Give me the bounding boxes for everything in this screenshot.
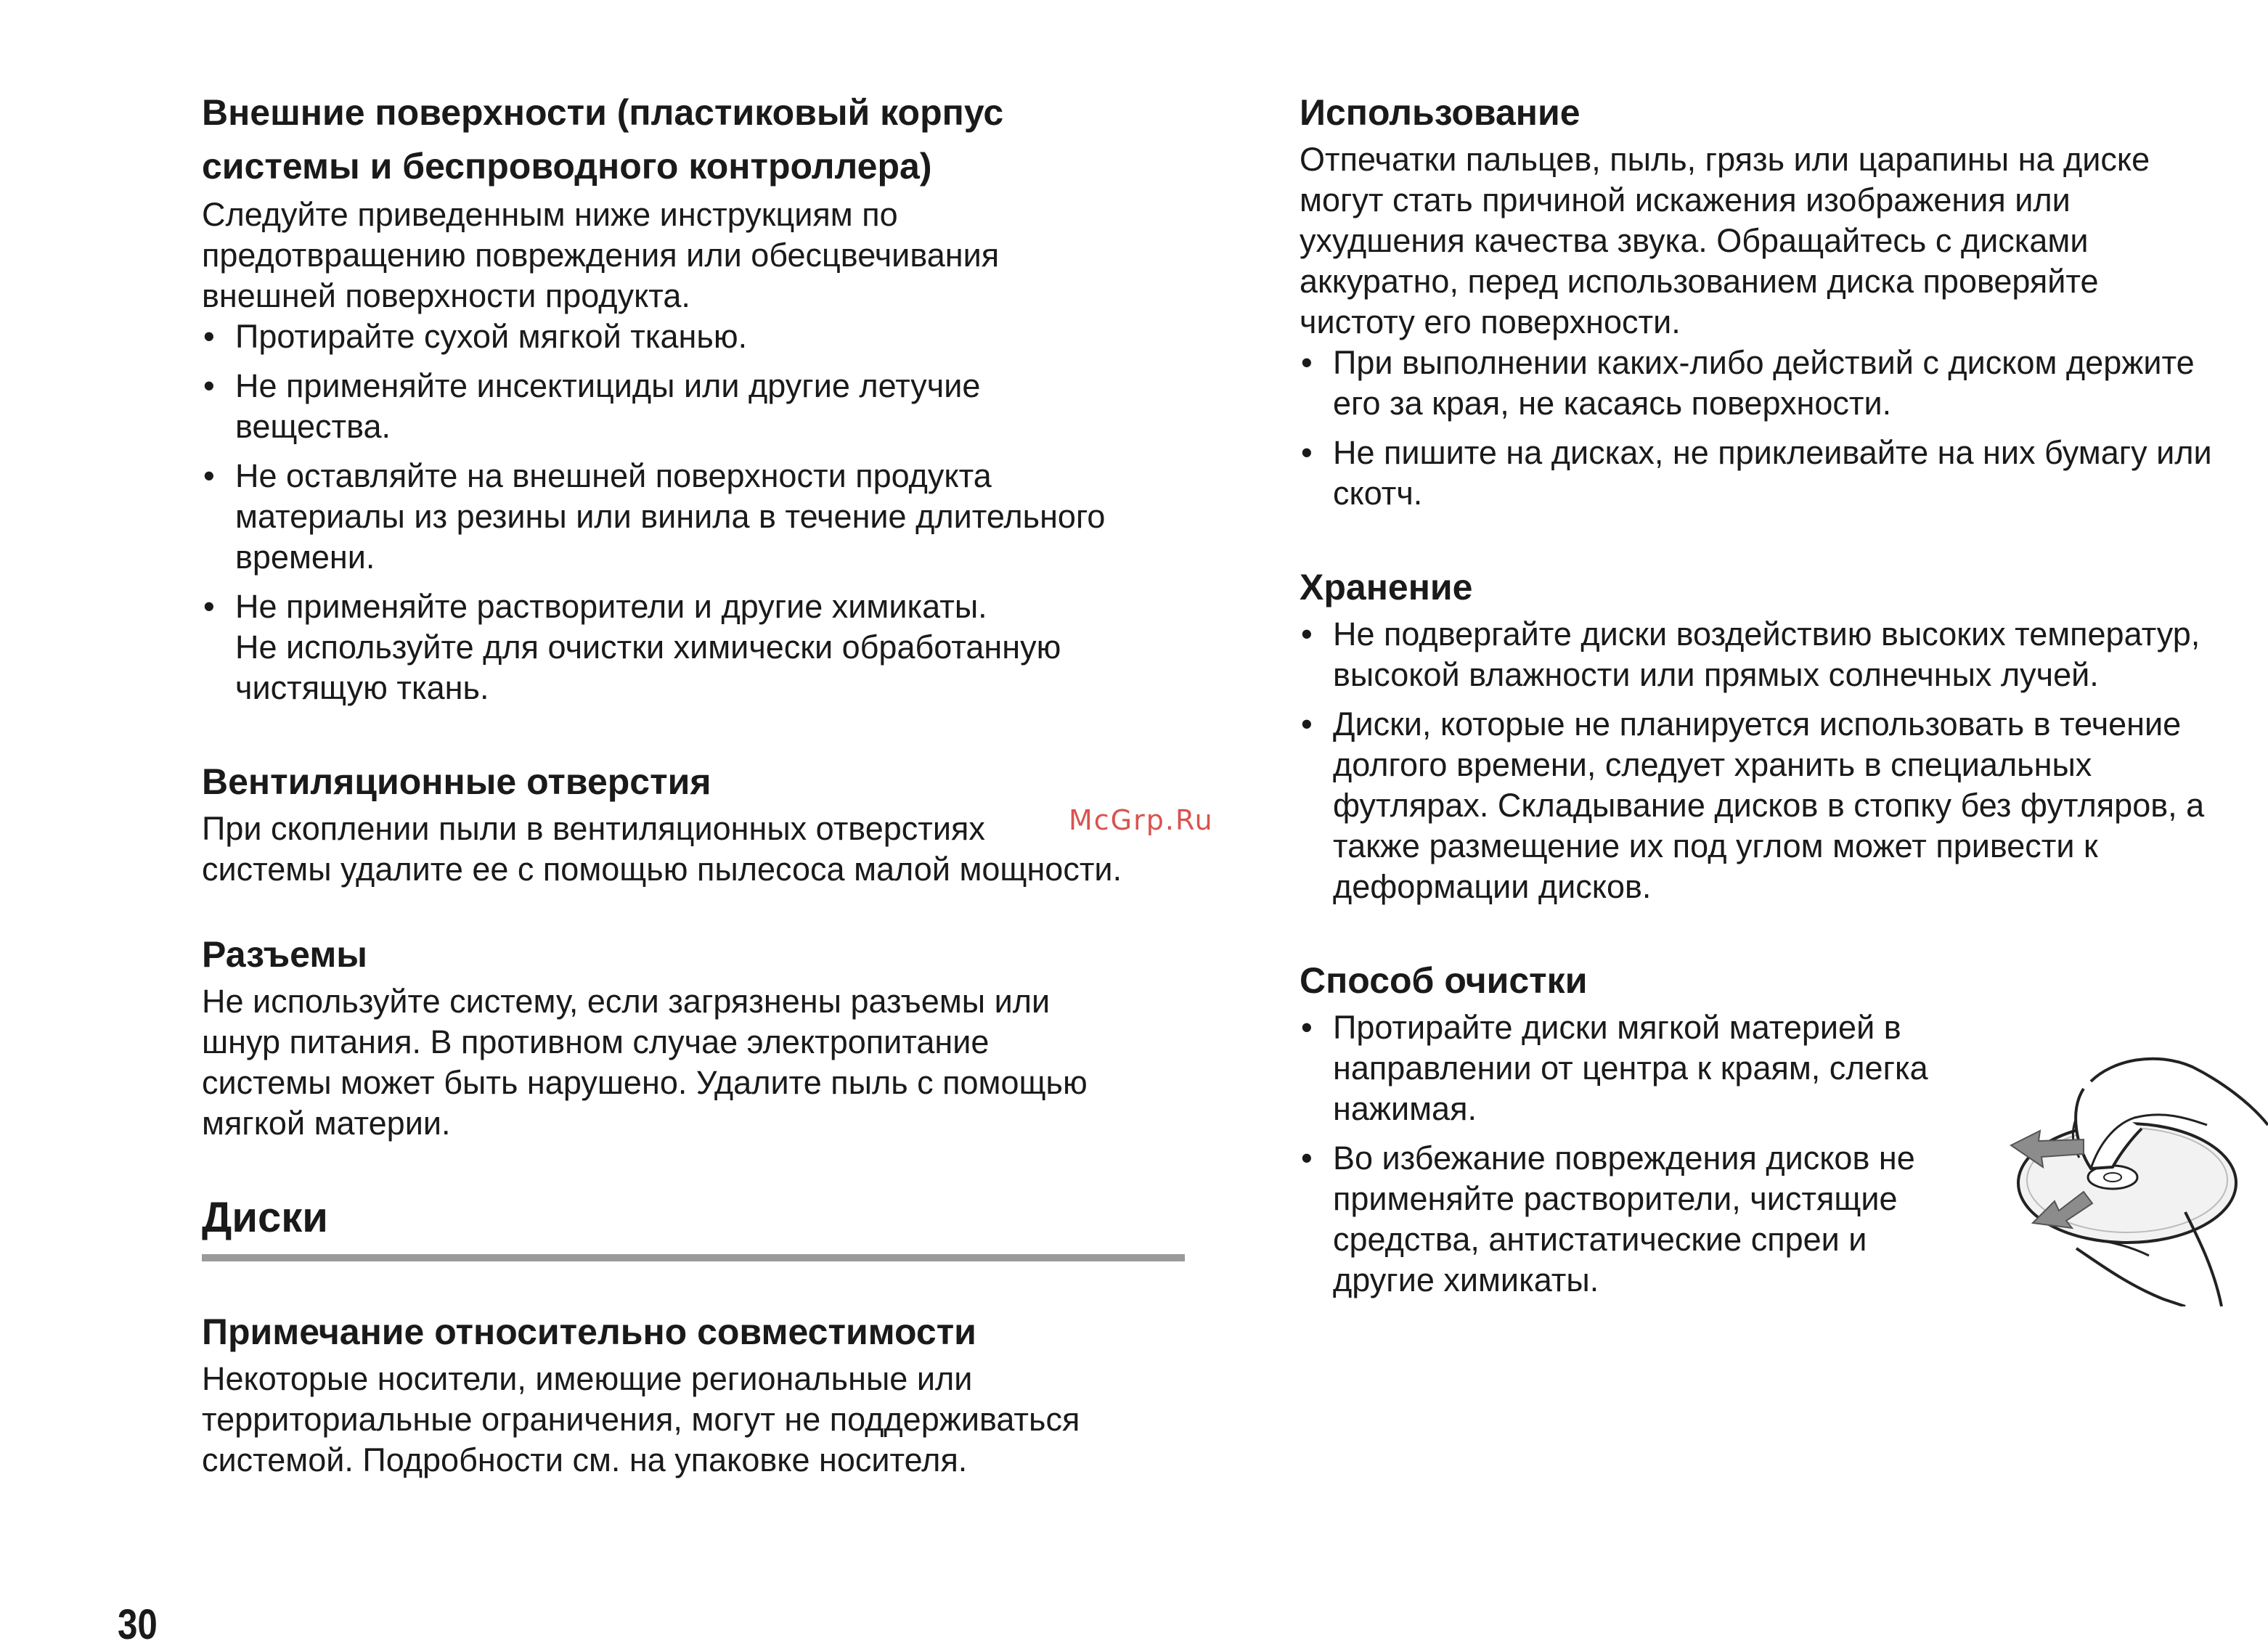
exterior-title: Внешние поверхности (пластиковый корпус системы и беспроводного контроллера) (202, 92, 1004, 187)
usage-text: Отпечатки пальцев, пыль, грязь или царапины на диске могут стать причиной искажения изображения или ухудшения качества звука. Обращайтесь с дисками аккуратно, перед использованием диска проверяйте чистоту его поверхности. (1300, 141, 2150, 340)
usage-bullets (1300, 343, 2265, 514)
discs-section-header (202, 1192, 1189, 1261)
list-item: • Не оставляйте на внешней поверхности продукта материалы из резины или винила в течение длительного времени. (202, 456, 1189, 578)
connectors-text: Не используйте систему, если загрязнены разъемы или шнур питания. В противном случае электропитание системы может быть нарушено. Удалите пыль с помощью мягкой материи. (202, 983, 1088, 1142)
vents-text: При скоплении пыли в вентиляционных отверстиях системы удалите ее с помощью пылесоса малой мощности. (202, 810, 1122, 888)
list-item: • Не применяйте инсектициды или другие летучие вещества. (202, 366, 1189, 447)
disc-cleaning-hand-icon (2004, 1038, 2268, 1306)
list-item: • Во избежание повреждения дисков не применяйте растворители, чистящие средства, антистатические спреи и другие химикаты. (1300, 1138, 1996, 1301)
page-number: 30 (118, 1601, 158, 1648)
exterior-intro: Следуйте приведенным ниже инструкциям по предотвращению повреждения или обесцвечивания внешней поверхности продукта. (202, 196, 1000, 314)
exterior-bullets (202, 316, 1189, 708)
list-item: • Не применяйте растворители и другие химикаты. Не используйте для очистки химически обработанную чистящую ткань. (202, 586, 1189, 708)
list-item: • Диски, которые не планируется использовать в течение долгого времени, следует хранить в специальных футлярах. Складывание дисков в стопку без футляров, а также размещение их под углом может привести к деформации дисков. (1300, 704, 2265, 907)
list-item: • Не пишите на дисках, не приклеивайте на них бумагу или скотч. (1300, 433, 2265, 514)
exterior-section (202, 86, 1189, 708)
left-column (202, 86, 1189, 1481)
storage-title: Хранение (1300, 567, 1473, 607)
connectors-section (202, 928, 1189, 1144)
list-item: • Протирайте сухой мягкой тканью. (202, 316, 1189, 357)
connectors-title: Разъемы (202, 934, 368, 975)
discs-title: Диски (202, 1194, 328, 1241)
usage-title: Использование (1300, 92, 1580, 133)
vents-title: Вентиляционные отверстия (202, 761, 711, 802)
list-item: • Не подвергайте диски воздействию высоких температур, высокой влажности или прямых солнечных лучей. (1300, 614, 2265, 695)
watermark: McGrp.Ru (1069, 804, 1214, 836)
compat-title: Примечание относительно совместимости (202, 1312, 976, 1352)
usage-section (1300, 86, 2265, 514)
compat-section (202, 1305, 1189, 1481)
vents-section (202, 755, 1189, 890)
storage-section (1300, 560, 2265, 907)
cleaning-bullets (1300, 1007, 1996, 1301)
compat-text: Некоторые носители, имеющие региональные или территориальные ограничения, могут не поддерживаться системой. Подробности см. на упаковке носителя. (202, 1360, 1080, 1478)
section-divider (202, 1254, 1185, 1261)
storage-bullets (1300, 614, 2265, 907)
list-item: • Протирайте диски мягкой материей в направлении от центра к краям, слегка нажимая. (1300, 1007, 1996, 1129)
cleaning-title: Способ очистки (1300, 960, 1588, 1001)
list-item: • При выполнении каких-либо действий с диском держите его за края, не касаясь поверхности. (1300, 343, 2265, 424)
